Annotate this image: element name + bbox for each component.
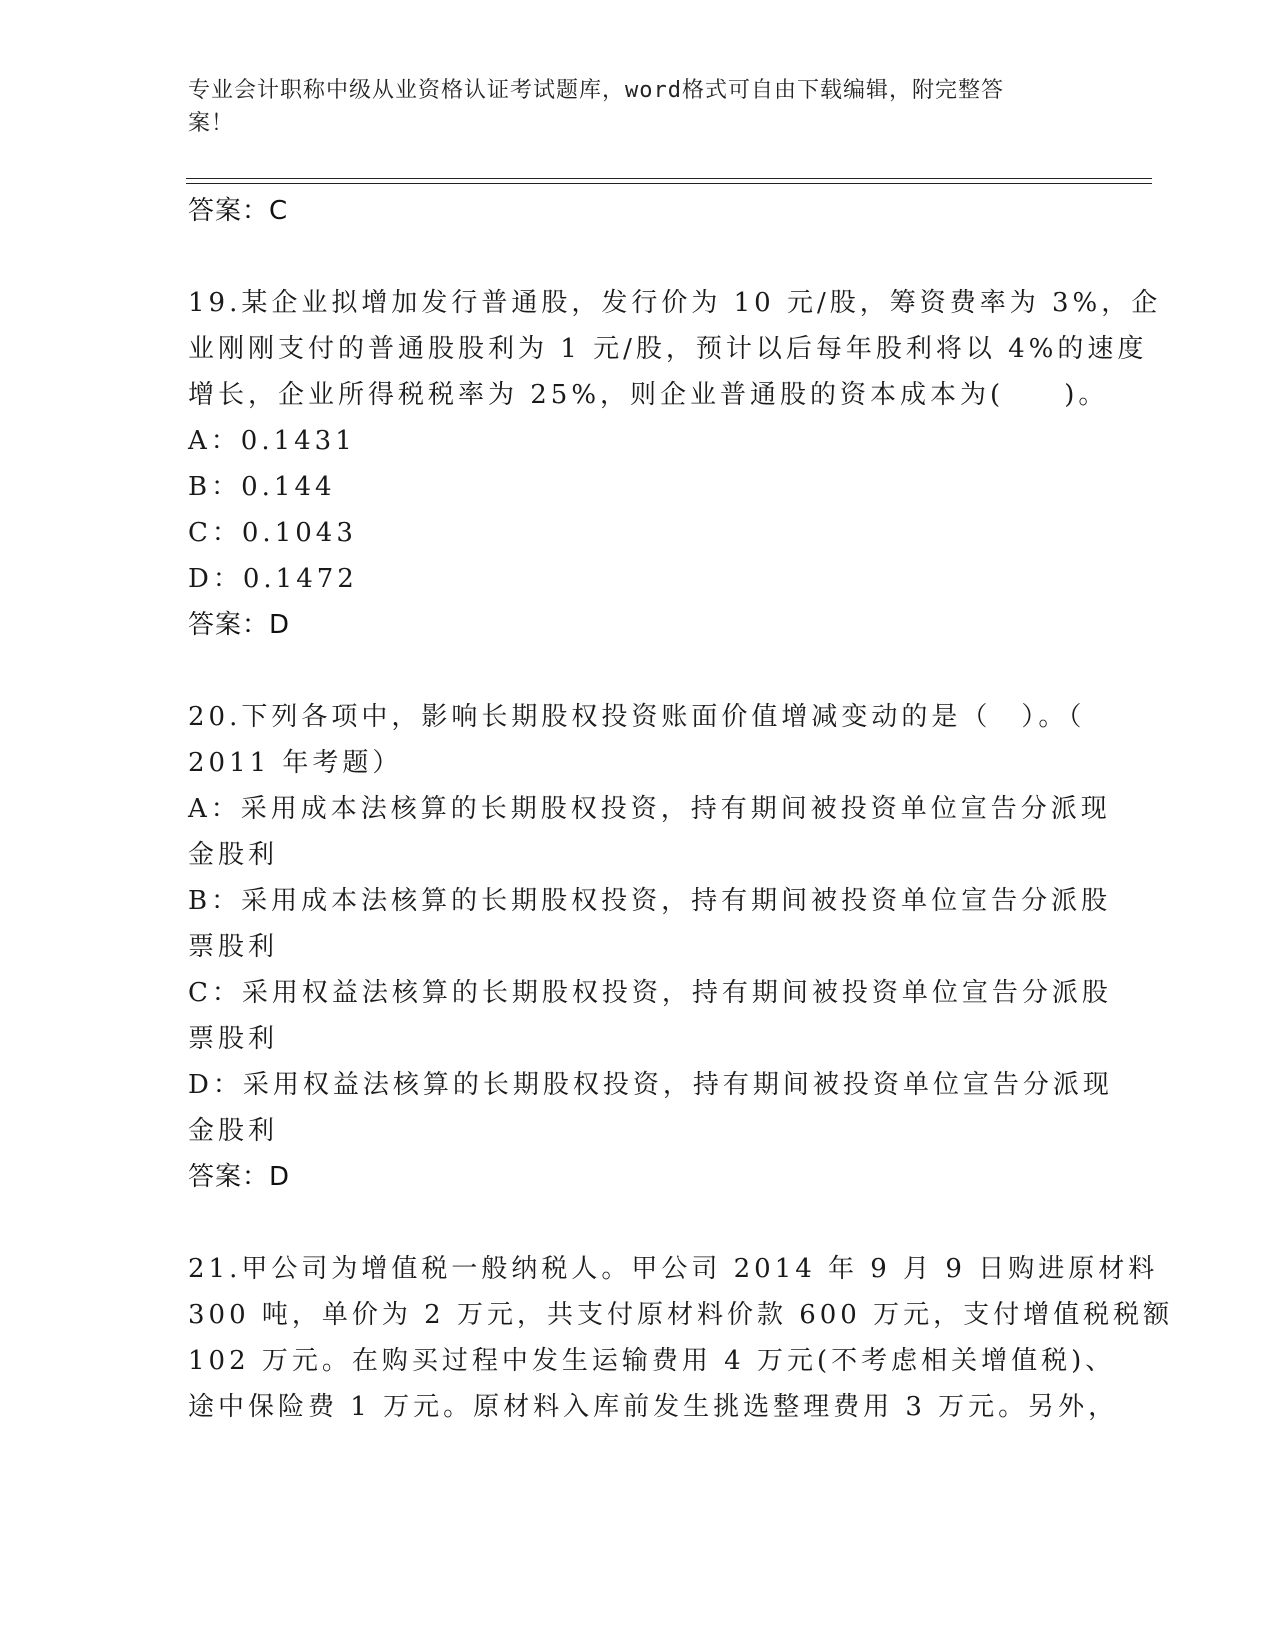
option-d: D：0.1472 xyxy=(188,564,358,594)
question-text-line: 业刚刚支付的普通股股利为 1 元/股，预计以后每年股利将以 4%的速度 xyxy=(188,334,1148,364)
option-b: B：0.144 xyxy=(188,472,336,502)
answer-20: 答案：D xyxy=(188,1162,291,1192)
option-b-continued: 票股利 xyxy=(188,932,279,962)
option-d: D：采用权益法核算的长期股权投资，持有期间被投资单位宣告分派现 xyxy=(188,1070,1113,1100)
question-21 xyxy=(188,1246,1174,1430)
document-body xyxy=(188,188,1174,1430)
option-c-continued: 票股利 xyxy=(188,1024,279,1054)
option-d-continued: 金股利 xyxy=(188,1116,279,1146)
question-20 xyxy=(188,694,1113,1200)
option-c: C：0.1043 xyxy=(188,518,357,548)
question-text-line: 21.甲公司为增值税一般纳税人。甲公司 2014 年 9 月 9 日购进原材料 xyxy=(188,1254,1159,1284)
question-text-line: 途中保险费 1 万元。原材料入库前发生挑选整理费用 3 万元。另外， xyxy=(188,1392,1119,1422)
question-text-line: 19.某企业拟增加发行普通股，发行价为 10 元/股，筹资费率为 3%，企 xyxy=(188,288,1162,318)
question-text-line: 20.下列各项中，影响长期股权投资账面价值增减变动的是（ ）。（ xyxy=(188,702,1086,732)
page-header xyxy=(188,74,1068,140)
option-a-continued: 金股利 xyxy=(188,840,279,870)
header-text-line-2: 案！ xyxy=(188,111,235,136)
option-a: A：0.1431 xyxy=(188,426,356,456)
question-19 xyxy=(188,280,1162,648)
option-c: C：采用权益法核算的长期股权投资，持有期间被投资单位宣告分派股 xyxy=(188,978,1112,1008)
answer-previous: 答案：C xyxy=(188,196,289,226)
option-b: B：采用成本法核算的长期股权投资，持有期间被投资单位宣告分派股 xyxy=(188,886,1112,916)
header-divider-top xyxy=(186,178,1152,179)
question-text-line: 增长，企业所得税税率为 25%，则企业普通股的资本成本为( )。 xyxy=(188,380,1109,410)
header-divider-bottom xyxy=(186,183,1152,184)
question-text-line: 300 吨，单价为 2 万元，共支付原材料价款 600 万元，支付增值税税额 xyxy=(188,1300,1174,1330)
answer-19: 答案：D xyxy=(188,610,291,640)
option-a: A：采用成本法核算的长期股权投资，持有期间被投资单位宣告分派现 xyxy=(188,794,1111,824)
header-text-line-1: 专业会计职称中级从业资格认证考试题库，word格式可自由下载编辑，附完整答 xyxy=(188,78,1004,103)
question-text-line: 102 万元。在购买过程中发生运输费用 4 万元(不考虑相关增值税)、 xyxy=(188,1346,1116,1376)
question-text-line: 2011 年考题） xyxy=(188,748,403,778)
